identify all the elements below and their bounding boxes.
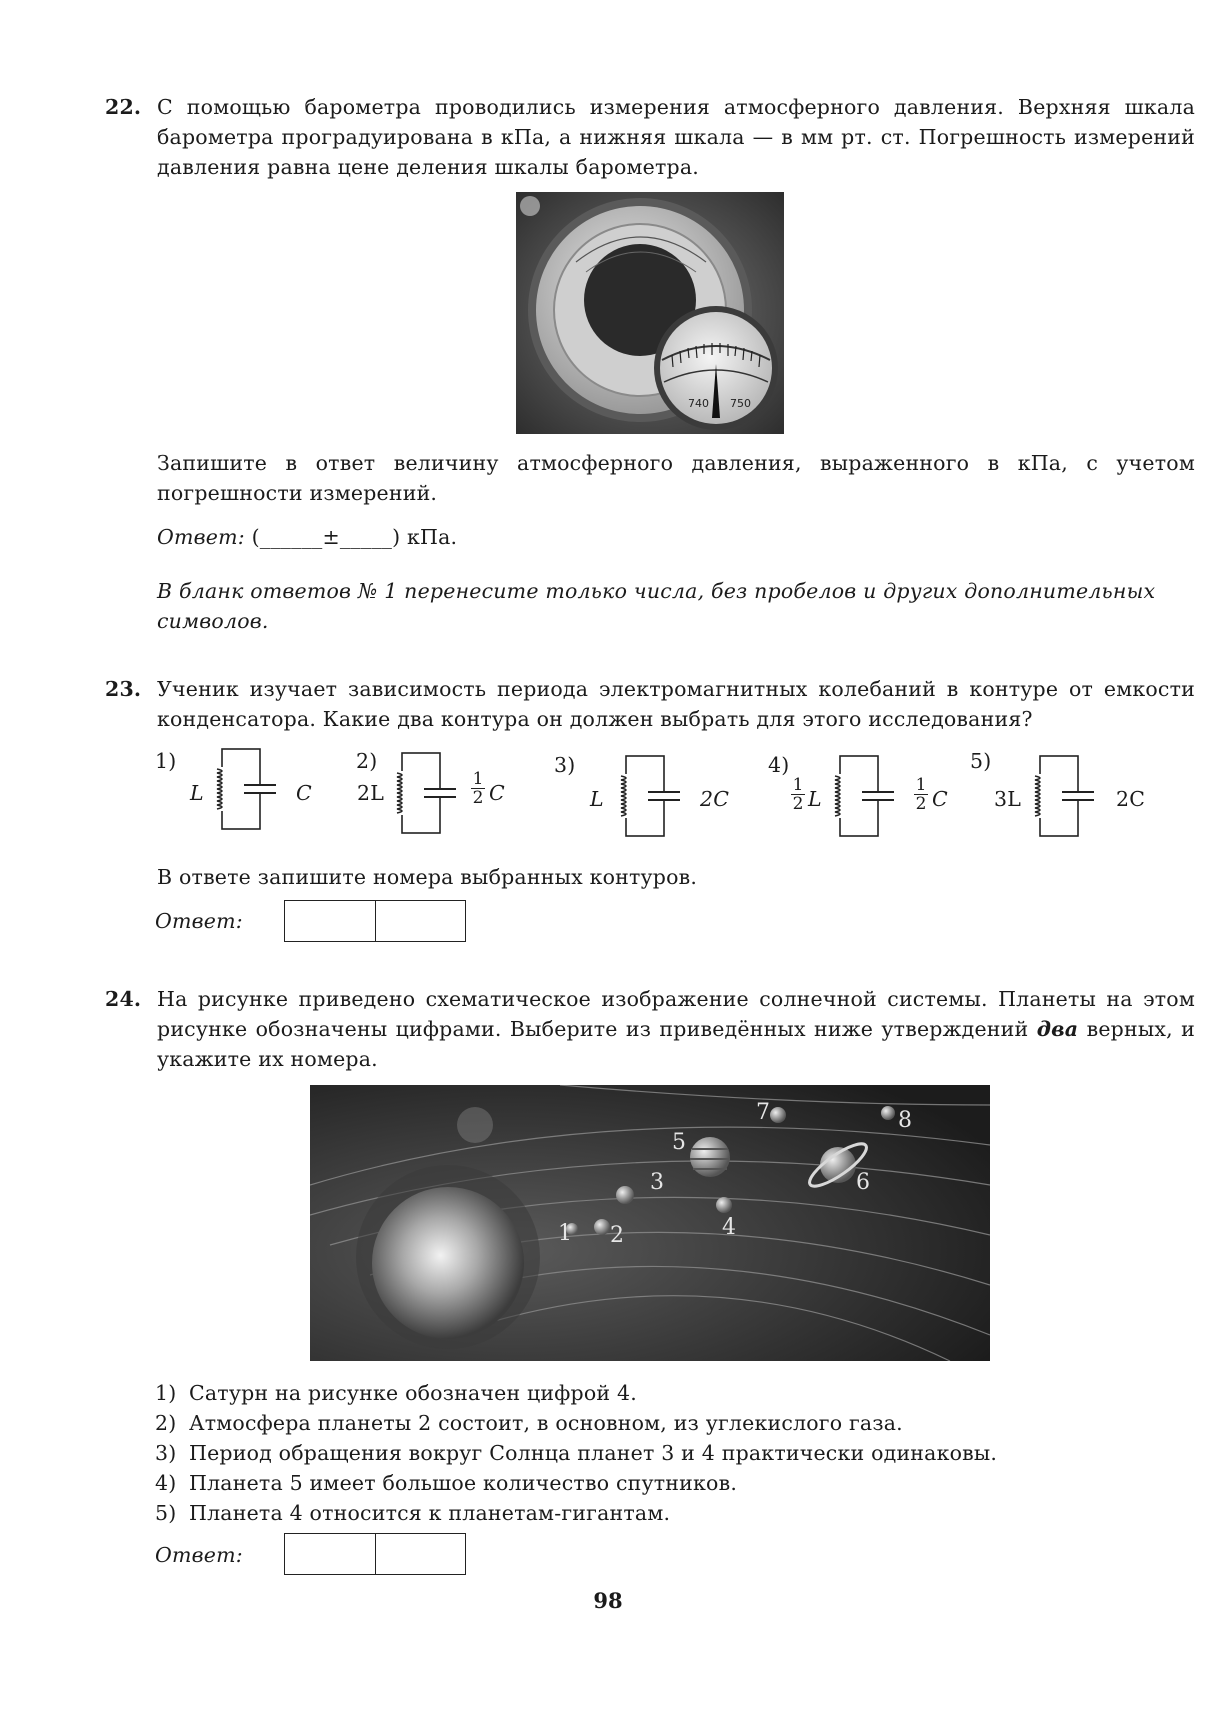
circuit-1-C: C <box>296 781 312 805</box>
barometer-photo <box>516 192 784 434</box>
circuit-2-C-fraction <box>471 771 485 806</box>
planet-label-5: 5 <box>672 1130 686 1155</box>
circuit-1-L: L <box>190 781 204 805</box>
q22-answer-line <box>157 522 457 552</box>
q22-instruction: Запишите в ответ величину атмосферного давления, выраженного в кПа, с учетом погрешности измерений. <box>157 451 1195 505</box>
circuit-3-L: L <box>590 787 604 811</box>
question-24 <box>105 984 1195 1074</box>
circuit-1 <box>216 749 276 829</box>
fraction-numerator: 1 <box>915 775 927 795</box>
question-number: 23. <box>105 677 142 701</box>
statement-text: Планета 4 относится к планетам-гигантам. <box>189 1501 671 1525</box>
statement-3 <box>155 1438 997 1468</box>
planet-label-4: 4 <box>722 1215 736 1240</box>
scale-label-750: 750 <box>730 397 751 410</box>
statement-text: Планета 5 имеет большое количество спутников. <box>189 1471 738 1495</box>
answer-template[interactable]: (______±_____) кПа. <box>251 525 458 549</box>
circuit-2-C: C <box>489 781 505 805</box>
circuit-4-C-fraction <box>914 777 928 812</box>
circuit-2-number: 2) <box>356 749 378 773</box>
circuit-4-L-fraction <box>791 777 805 812</box>
planet-label-7: 7 <box>756 1100 770 1125</box>
q23-answer-box[interactable] <box>284 900 466 942</box>
statement-5 <box>155 1498 670 1528</box>
fraction-numerator: 1 <box>472 769 484 789</box>
answer-cell-2[interactable] <box>375 1534 465 1574</box>
q23-answer-label: Ответ: <box>155 909 243 933</box>
answer-cell-1[interactable] <box>285 901 375 941</box>
q24-answer-box[interactable] <box>284 1533 466 1575</box>
question-text-part1: На рисунке приведено схематическое изображение солнечной системы. Планеты на этом рисунке обозначены цифрами. Выберите из приведённых ниже утверждений <box>157 987 1195 1041</box>
circuit-5-number: 5) <box>970 749 992 773</box>
planet-label-2: 2 <box>610 1223 624 1248</box>
fraction-denominator: 2 <box>915 794 927 814</box>
answer-cell-1[interactable] <box>285 1534 375 1574</box>
question-23 <box>105 674 1195 734</box>
scale-label-740: 740 <box>688 397 709 410</box>
statement-number: 5) <box>155 1501 177 1525</box>
statement-number: 1) <box>155 1381 177 1405</box>
answer-label: Ответ: <box>157 525 245 549</box>
solar-system-image <box>310 1085 990 1361</box>
circuit-4-L: L <box>808 787 822 811</box>
question-text-part2: верных, и укажите их номера. <box>157 1017 1195 1071</box>
circuit-5-C: 2C <box>1116 787 1146 811</box>
circuit-5-L: 3L <box>994 787 1022 811</box>
statement-text: Период обращения вокруг Солнца планет 3 и 4 практически одинаковы. <box>189 1441 998 1465</box>
page-number: 98 <box>593 1588 623 1613</box>
circuit-2 <box>396 753 456 833</box>
fraction-denominator: 2 <box>792 794 804 814</box>
statement-text: Сатурн на рисунке обозначен цифрой 4. <box>189 1381 637 1405</box>
circuit-4 <box>834 756 894 836</box>
circuit-3 <box>620 756 680 836</box>
statement-4 <box>155 1468 737 1498</box>
q24-answer-label: Ответ: <box>155 1543 243 1567</box>
q23-instruction: В ответе запишите номера выбранных контуров. <box>157 865 698 889</box>
question-text-emphasis: два <box>1036 1017 1079 1041</box>
circuit-5 <box>1034 756 1094 836</box>
circuit-1-number: 1) <box>155 749 177 773</box>
question-number: 22. <box>105 95 142 119</box>
planet-label-6: 6 <box>856 1170 870 1195</box>
fraction-numerator: 1 <box>792 775 804 795</box>
circuit-2-L: 2L <box>357 781 385 805</box>
circuit-4-C: C <box>932 787 948 811</box>
statement-number: 4) <box>155 1471 177 1495</box>
question-text <box>157 984 1195 1074</box>
fraction-denominator: 2 <box>472 788 484 808</box>
circuits-diagram <box>0 740 1216 850</box>
statement-number: 2) <box>155 1411 177 1435</box>
statement-text: Атмосфера планеты 2 состоит, в основном, из углекислого газа. <box>189 1411 903 1435</box>
circuit-3-C: 2C <box>700 787 730 811</box>
question-22 <box>105 92 1195 182</box>
question-text: Ученик изучает зависимость периода электромагнитных колебаний в контуре от емкости конденсатора. Какие два контура он должен выбрать для этого исследования? <box>157 677 1195 731</box>
statement-2 <box>155 1408 903 1438</box>
circuit-4-number: 4) <box>768 753 790 777</box>
planet-label-8: 8 <box>898 1108 912 1133</box>
question-text: С помощью барометра проводились измерения атмосферного давления. Верхняя шкала барометра проградуирована в кПа, а нижняя шкала — в мм рт. ст. Погрешность измерений давления равна цене деления шкалы барометра. <box>157 95 1195 179</box>
answer-cell-2[interactable] <box>375 901 465 941</box>
planet-label-1: 1 <box>558 1221 572 1246</box>
q22-blank-note: В бланк ответов № 1 перенесите только числа, без пробелов и других дополнительных символов. <box>157 579 1156 633</box>
statement-number: 3) <box>155 1441 177 1465</box>
planet-label-3: 3 <box>650 1170 664 1195</box>
question-number: 24. <box>105 987 142 1011</box>
statement-1 <box>155 1378 637 1408</box>
circuit-3-number: 3) <box>554 753 576 777</box>
